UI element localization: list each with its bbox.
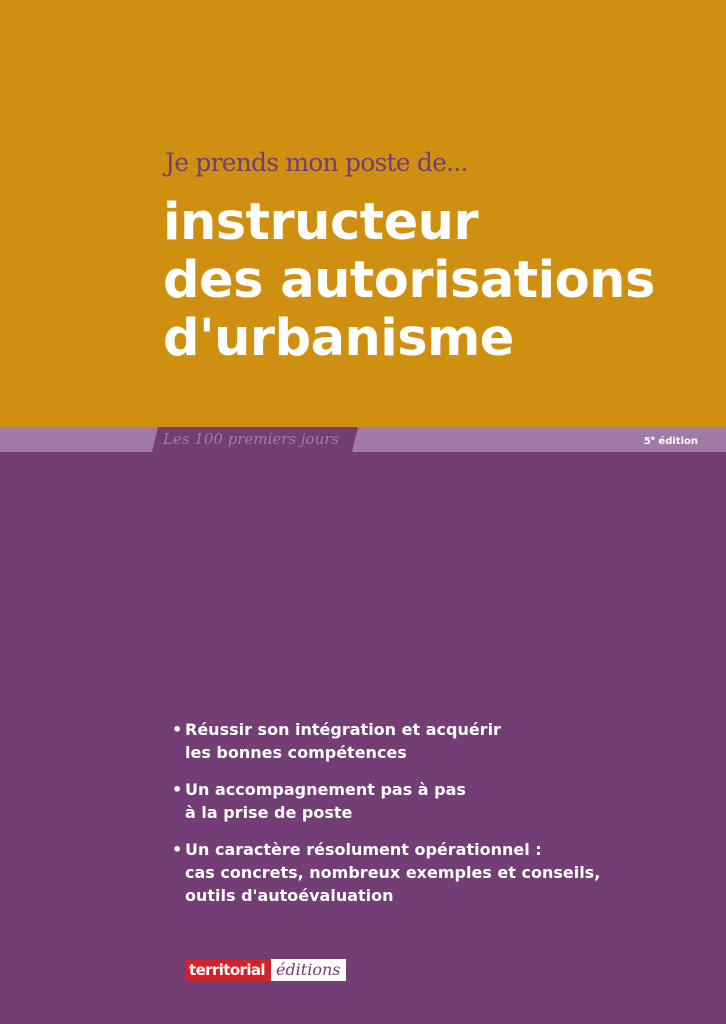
- bullet-icon: •: [172, 840, 183, 859]
- feature-list: [172, 718, 652, 921]
- kicker-text: Je prends mon poste de...: [165, 148, 468, 177]
- list-item-line: à la prise de poste: [185, 803, 353, 822]
- series-label: Les 100 premiers jours: [163, 430, 340, 448]
- title-line: d'urbanisme: [163, 309, 514, 368]
- publisher-imprint: éditions: [271, 959, 346, 981]
- list-item-line: les bonnes compétences: [185, 743, 407, 762]
- title-line: instructeur: [163, 193, 479, 252]
- edition-number: 5: [643, 436, 651, 447]
- edition-suffix: e: [650, 435, 655, 442]
- list-item-line: outils d'autoévaluation: [185, 886, 394, 905]
- list-item: [172, 718, 652, 764]
- list-item-line: Réussir son intégration et acquérir: [185, 720, 501, 739]
- publisher-logo: [185, 959, 346, 981]
- series-band: [0, 427, 726, 452]
- list-item-line: Un caractère résolument opérationnel :: [185, 840, 542, 859]
- list-item-line: cas concrets, nombreux exemples et conseils,: [185, 863, 601, 882]
- bullet-icon: •: [172, 780, 183, 799]
- list-item: [172, 838, 652, 907]
- title-line: des autorisations: [163, 251, 655, 310]
- edition-label: [644, 435, 698, 447]
- edition-word: édition: [658, 436, 698, 447]
- bullet-icon: •: [172, 720, 183, 739]
- list-item-line: Un accompagnement pas à pas: [185, 780, 466, 799]
- book-title: [163, 194, 655, 368]
- list-item: [172, 778, 652, 824]
- publisher-name: territorial: [185, 959, 271, 981]
